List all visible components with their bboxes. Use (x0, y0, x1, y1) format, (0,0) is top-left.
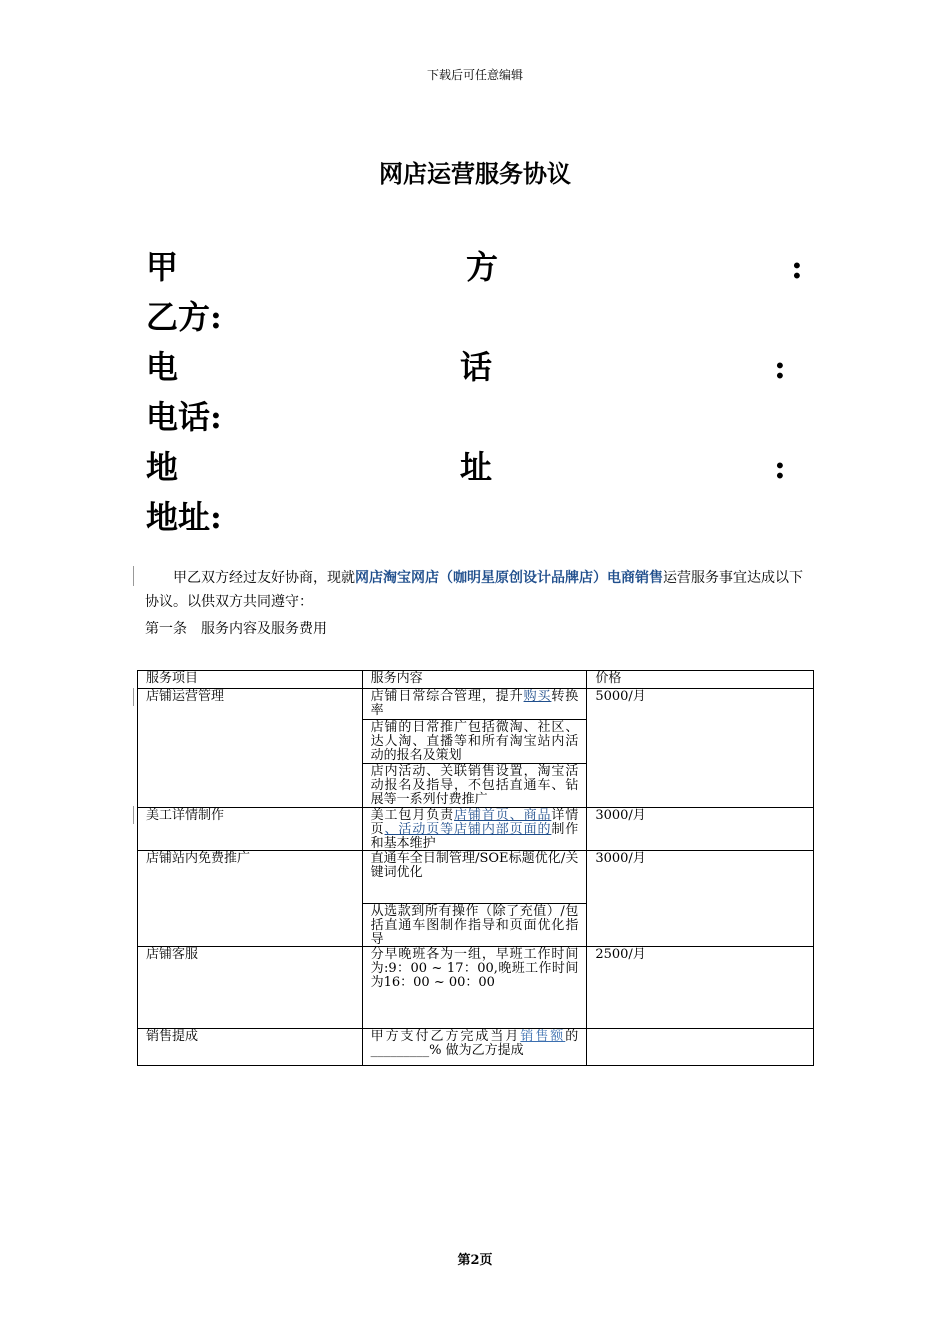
margin-mark (133, 566, 134, 586)
phone-b-line: 电话: (146, 398, 222, 436)
intro-paragraph (145, 566, 815, 614)
row-service-name: 美工详情制作 (138, 808, 363, 851)
content-sub-cell: 分早晚班各为一组，早班工作时间为:9：00 ~ 17：00,晚班工作时间为16：00 ~ 00：00 (370, 947, 579, 990)
row-service-content (362, 1029, 587, 1066)
party-a-colon: : (791, 248, 803, 286)
address-b-line: 地址: (146, 498, 222, 536)
content-sub-cell (363, 1029, 587, 1065)
row-service-name: 店铺站内免费推广 (138, 851, 363, 947)
table-row (138, 689, 814, 808)
content-sub-cell: 从选款到所有操作（除了充值）/包括直通车图制作指导和页面优化指导 (363, 903, 587, 946)
content-sub-cell: 店铺的日常推广包括微淘、社区、达人淘、直播等和所有淘宝站内活动的报名及策划 (363, 719, 587, 763)
header-note: 下载后可任意编辑 (426, 68, 523, 82)
address-a-char2: 址 (460, 448, 493, 486)
content-text: 制作和基本维护 (370, 822, 579, 850)
row-service-name: 销售提成 (138, 1029, 363, 1066)
phone-a-char2: 话 (460, 348, 493, 386)
row-service-content (362, 851, 587, 947)
content-text: 转换率 (370, 689, 579, 718)
table-row (138, 808, 814, 851)
margin-mark (133, 806, 134, 824)
header-service-item: 服务项目 (138, 671, 363, 689)
purchase-link[interactable]: 购买 (523, 689, 552, 704)
header-service-content-text: 服务内容 (370, 671, 423, 686)
table-header-row (138, 671, 814, 689)
party-b-line: 乙方: (146, 298, 222, 336)
article-heading: 第一条 服务内容及服务费用 (145, 621, 327, 637)
row-service-content (362, 689, 587, 808)
address-a-char1: 地 (146, 448, 179, 486)
row-service-content (362, 808, 587, 851)
row-service-content (362, 947, 587, 1029)
content-sub-cell: 直通车全日制管理/SOE标题优化/关键词优化 (370, 851, 579, 880)
content-text: 甲方支付乙方完成当月 (370, 1029, 521, 1044)
intro-text-after: 运营服务事宜达成以下协议。以供双方共同遵守： (145, 570, 803, 610)
content-text: 详情页 (370, 808, 579, 837)
row-price: 2500/月 (587, 947, 814, 1029)
address-a-line (146, 445, 808, 489)
row-price: 3000/月 (587, 808, 814, 851)
content-text: 店铺日常综合管理，提升 (370, 689, 524, 704)
phone-a-line (146, 345, 808, 389)
party-a-char2: 方 (466, 248, 499, 286)
row-price (587, 1029, 814, 1066)
header-price: 价格 (587, 671, 814, 689)
row-price: 5000/月 (587, 689, 814, 808)
phone-a-colon: : (774, 348, 786, 386)
content-sub-cell (363, 808, 587, 850)
document-title: 网店运营服务协议 (379, 159, 571, 188)
content-sub-cell: 店内活动、关联销售设置，淘宝活动报名及指导，不包括直通车、钻展等一系列付费推广 (363, 763, 587, 807)
address-a-colon: : (774, 448, 786, 486)
service-table (137, 670, 814, 1066)
margin-mark (133, 688, 134, 706)
table-row (138, 1029, 814, 1066)
content-sub-cell (363, 689, 587, 719)
intro-store-link[interactable]: 网店淘宝网店（咖明星原创设计品牌店）电商销售 (355, 570, 663, 586)
party-a-char1: 甲 (146, 248, 179, 286)
content-text: 美工包月负责 (370, 808, 455, 823)
page-number: 第2页 (457, 1253, 493, 1268)
phone-a-char1: 电 (146, 348, 179, 386)
row-price: 3000/月 (587, 851, 814, 947)
activity-page-link[interactable]: 、活动页等店铺内部页面的 (384, 822, 552, 837)
content-text: 的_________% 做为乙方提成 (370, 1029, 579, 1058)
sales-amount-link[interactable]: 销售额 (520, 1029, 566, 1044)
table-row (138, 947, 814, 1029)
row-service-name: 店铺客服 (138, 947, 363, 1029)
header-service-content (362, 671, 587, 689)
homepage-link[interactable]: 店铺首页、商品 (454, 808, 552, 823)
table-row (138, 851, 814, 947)
intro-text-before: 甲乙双方经过友好协商，现就 (173, 570, 355, 586)
row-service-name: 店铺运营管理 (138, 689, 363, 808)
party-a-line (146, 245, 808, 289)
